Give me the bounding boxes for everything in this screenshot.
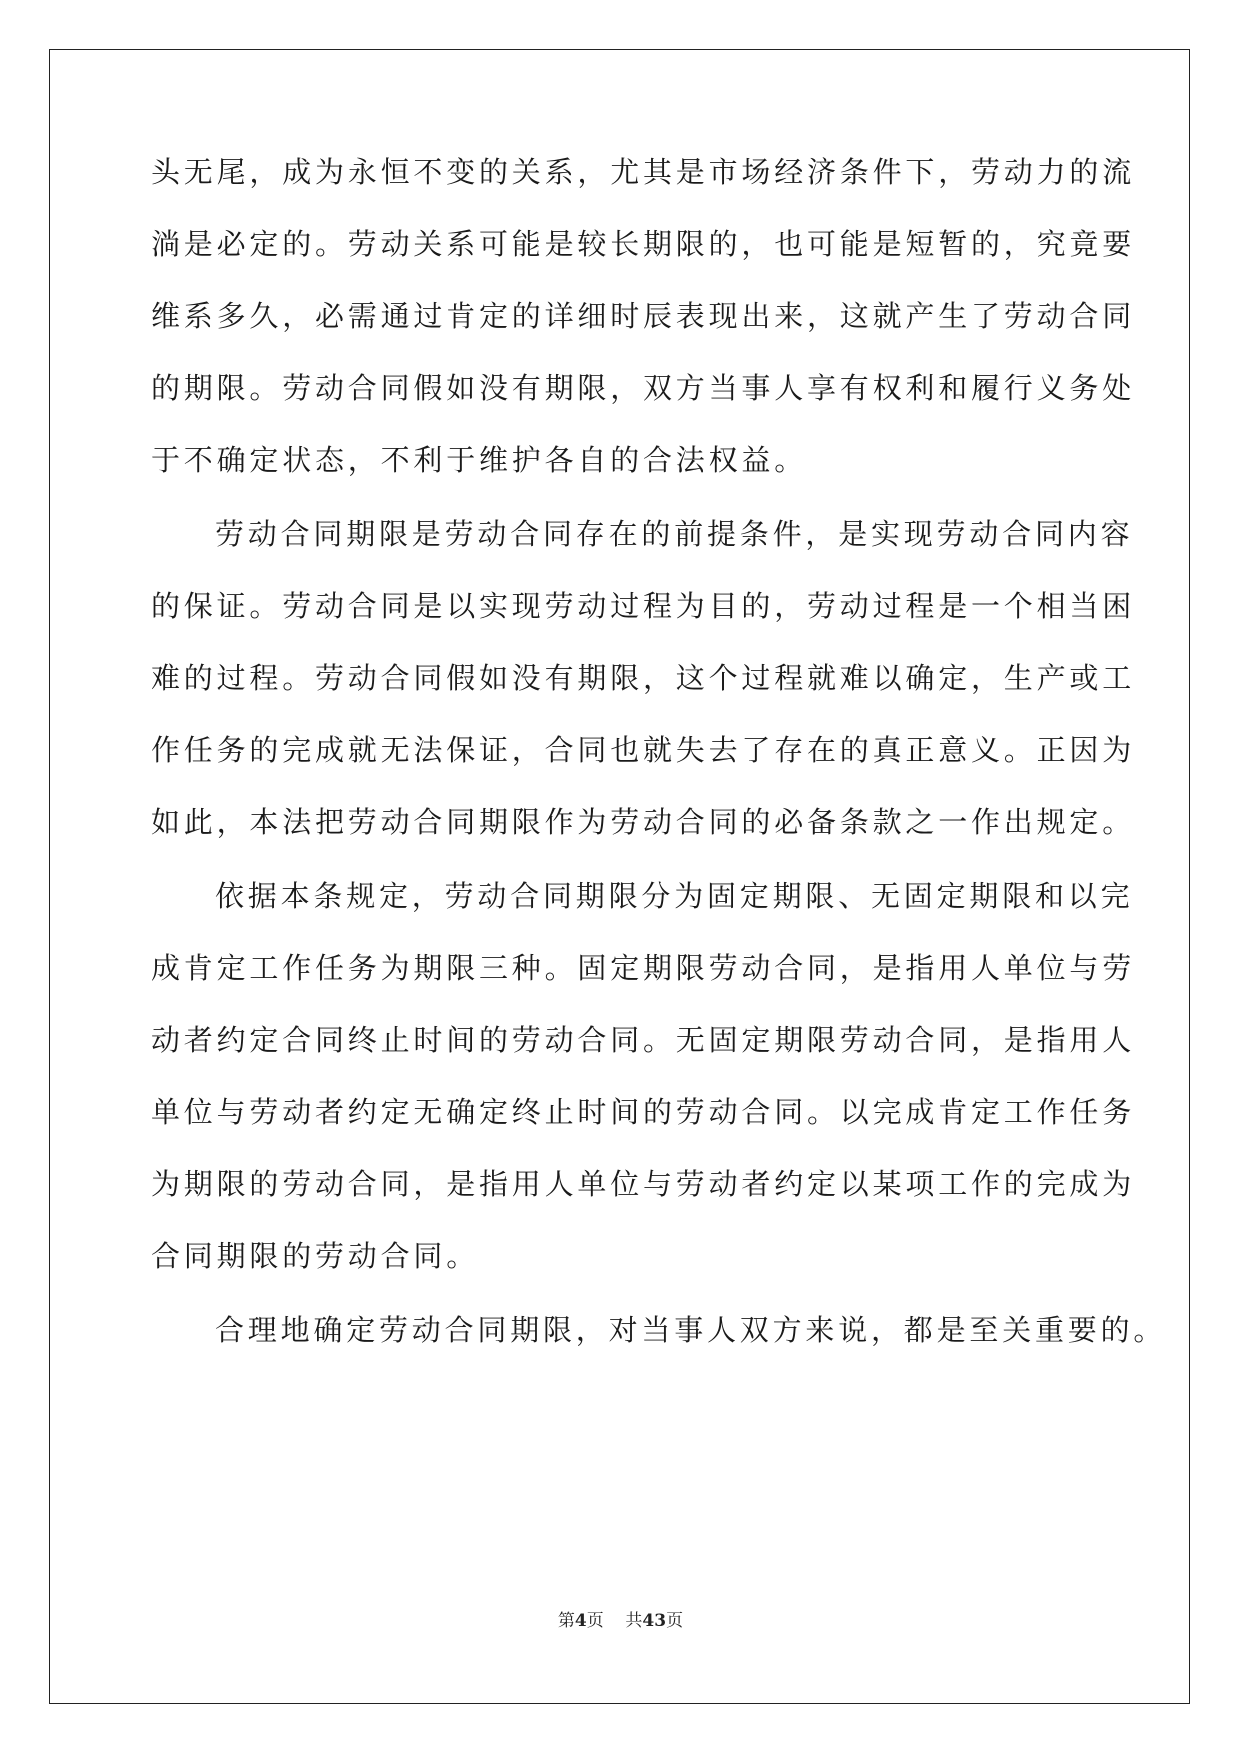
text-line: 的保证。劳动合同是以实现劳动过程为目的，劳动过程是一个相当困: [151, 589, 1136, 623]
text-line: 头无尾，成为永恒不变的关系，尤其是市场经济条件下，劳动力的流: [151, 155, 1136, 189]
text-line: 动者约定合同终止时间的劳动合同。无固定期限劳动合同，是指用人: [151, 1023, 1136, 1057]
text-line: 维系多久，必需通过肯定的详细时辰表现出来，这就产生了劳动合同: [151, 299, 1136, 333]
current-page-number: 4: [574, 1611, 587, 1631]
footer-prefix: 第: [557, 1611, 575, 1631]
footer-total-prefix: 共: [625, 1611, 643, 1631]
paragraph-first-line: 依据本条规定，劳动合同期限分为固定期限、无固定期限和以完: [215, 879, 1134, 913]
text-line: 成肯定工作任务为期限三种。固定期限劳动合同，是指用人单位与劳: [151, 951, 1136, 985]
text-line: 如此，本法把劳动合同期限作为劳动合同的必备条款之一作出规定。: [151, 805, 1136, 839]
text-line: 作任务的完成就无法保证，合同也就失去了存在的真正意义。正因为: [151, 733, 1136, 767]
footer-page-suffix: 页: [586, 1611, 604, 1631]
text-line: 单位与劳动者约定无确定终止时间的劳动合同。以完成肯定工作任务: [151, 1095, 1136, 1129]
text-line: 合同期限的劳动合同。: [151, 1239, 480, 1273]
text-line: 淌是必定的。劳动关系可能是较长期限的，也可能是短暂的，究竟要: [151, 227, 1136, 261]
text-line: 为期限的劳动合同，是指用人单位与劳动者约定以某项工作的完成为: [151, 1167, 1136, 1201]
paragraph-first-line: 劳动合同期限是劳动合同存在的前提条件，是实现劳动合同内容: [215, 517, 1134, 551]
footer-total-suffix: 页: [666, 1611, 684, 1631]
text-line: 的期限。劳动合同假如没有期限，双方当事人享有权利和履行义务处: [151, 371, 1136, 405]
text-line: 于不确定状态，不利于维护各自的合法权益。: [151, 443, 808, 477]
total-pages-number: 43: [642, 1611, 667, 1631]
page-footer: [0, 1610, 1241, 1632]
text-line: 难的过程。劳动合同假如没有期限，这个过程就难以确定，生产或工: [151, 661, 1136, 695]
paragraph-first-line: 合理地确定劳动合同期限，对当事人双方来说，都是至关重要的。: [215, 1313, 1167, 1347]
